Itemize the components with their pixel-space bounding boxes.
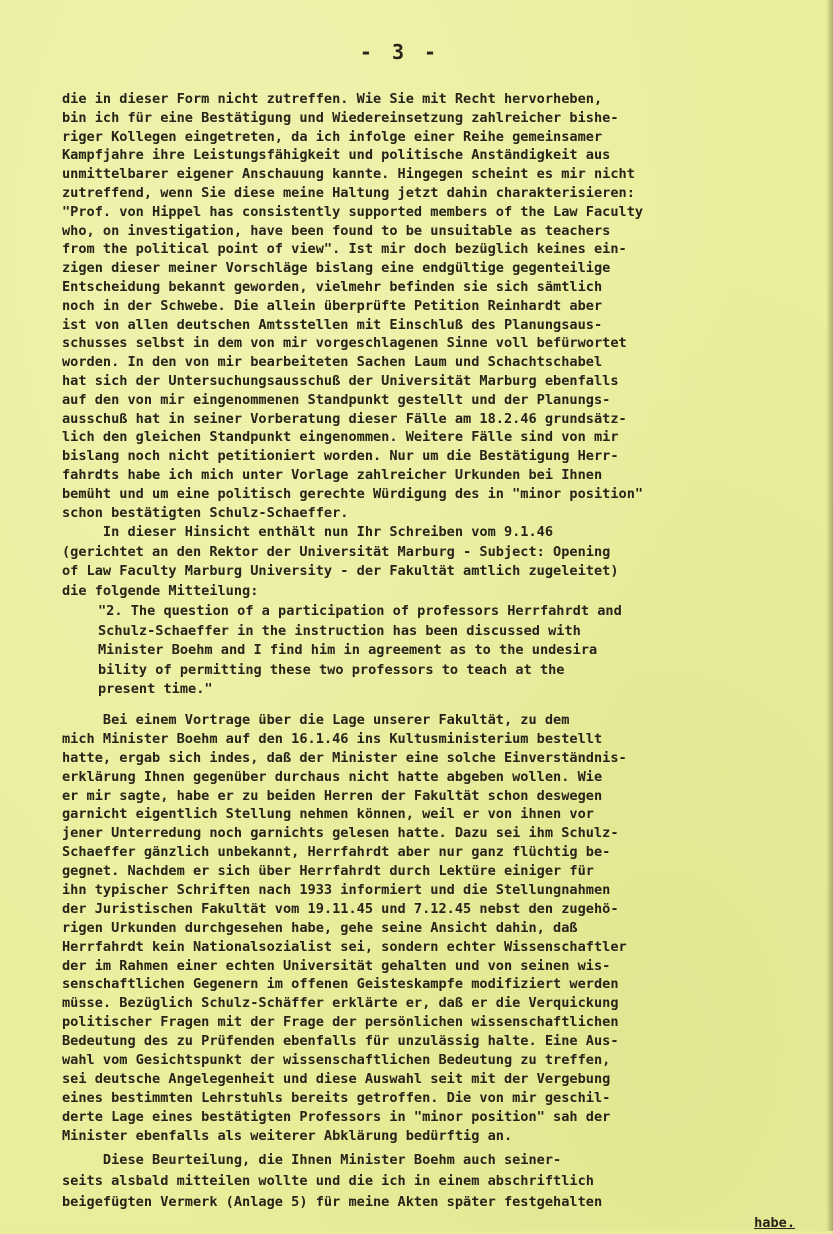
text-line: Minister Boehm and I find him in agreement as to the undesira (98, 642, 598, 658)
text-line: politischer Fragen mit der Frage der persönlichen wissenschaftlichen (62, 1014, 619, 1031)
text-line: In dieser Hinsicht enthält nun Ihr Schreiben vom 9.1.46 (62, 524, 554, 540)
text-line: schon bestätigten Schulz-Schaeffer. (62, 504, 349, 521)
paragraph-2 (62, 523, 619, 601)
text-line: present time." (98, 681, 213, 697)
text-line: der im Rahmen einer echten Universität gehalten und von seinen wis- (62, 957, 611, 974)
text-line: schusses selbst in dem von mir vorgeschlagenen Sinne voll befürwortet (62, 335, 627, 352)
text-line: hatte, ergab sich indes, daß der Minister eine solche Einverständnis- (62, 749, 627, 766)
text-line: zigen dieser meiner Vorschläge bislang eine endgültige gegenteilige (62, 260, 611, 277)
text-line: who, on investigation, have been found to be unsuitable as teachers (62, 222, 611, 239)
paragraph-1 (62, 90, 643, 522)
page-edge-shadow (826, 0, 833, 1231)
text-line: Bei einem Vortrage über die Lage unserer Fakultät, zu dem (62, 712, 570, 728)
text-line: gegnet. Nachdem er sich über Herrfahrdt durch Lektüre einiger für (62, 863, 594, 880)
text-line: zutreffend, wenn Sie diese meine Haltung jetzt dahin charakterisieren: (62, 184, 635, 201)
text-line: wahl vom Gesichtspunkt der wissenschaftlichen Bedeutung zu treffen, (62, 1052, 611, 1069)
text-line: eines bestimmten Lehrstuhls bereits getroffen. Die von mir geschil- (62, 1089, 611, 1106)
text-line: der Juristischen Fakultät vom 19.11.45 und 7.12.45 nebst den zugehö- (62, 900, 619, 917)
text-line: hat sich der Untersuchungsausschuß der Universität Marburg ebenfalls (62, 372, 619, 389)
text-line: ist von allen deutschen Amtsstellen mit Einschluß des Planungsaus- (62, 316, 603, 333)
text-line: of Law Faculty Marburg University - der Fakultät amtlich zugeleitet) (62, 563, 619, 579)
text-line: Schulz-Schaeffer in the instruction has been discussed with (98, 622, 581, 639)
text-line: rigen Urkunden durchgesehen habe, gehe seine Ansicht dahin, daß (62, 919, 578, 936)
paragraph-5 (62, 1150, 795, 1234)
text-line: garnicht eigentlich Stellung nehmen können, weil er von ihnen vor (62, 806, 594, 823)
text-line: senschaftlichen Gegenern im offenen Geisteskampfe modifiziert werden (62, 976, 619, 993)
text-line: Herrfahrdt kein Nationalsozialist sei, sondern echter Wissenschaftler (62, 938, 627, 955)
text-line: auf den von mir eingenommenen Standpunkt gestellt und der Planungs- (62, 391, 611, 408)
text-line: unmittelbarer eigener Anschauung kannte. Hingegen scheint es mir nicht (62, 166, 635, 183)
text-line: Entscheidung bekannt geworden, vielmehr befinden sie sich sämtlich (62, 278, 603, 295)
text-line: seits alsbald mitteilen wollte und die ich in einem abschriftlich (62, 1173, 594, 1189)
text-line: noch in der Schwebe. Die allein überprüfte Petition Reinhardt aber (62, 297, 603, 314)
text-line: jener Unterredung noch garnichts gelesen hatte. Dazu sei ihm Schulz- (62, 825, 619, 842)
quoted-passage (98, 602, 622, 700)
text-line: Kampfjahre ihre Leistungsfähigkeit und politische Anständigkeit aus (62, 147, 611, 164)
text-line: Minister ebenfalls als weiterer Abklärung bedürftig an. (62, 1127, 513, 1144)
text-line: beigefügten Vermerk (Anlage 5) für meine Akten später festgehalten (62, 1194, 603, 1210)
text-line: müsse. Bezüglich Schulz-Schäffer erklärte er, daß er die Verquickung (62, 995, 619, 1012)
text-line: die in dieser Form nicht zutreffen. Wie Sie mit Recht hervorheben, (62, 91, 603, 107)
paragraph-4 (62, 711, 627, 1145)
text-line: riger Kollegen eingetreten, da ich infolge einer Reihe gemeinsamer (62, 128, 603, 145)
text-line: mich Minister Boehm auf den 16.1.46 ins Kultusministerium bestellt (62, 730, 603, 747)
text-line: Bedeutung des zu Prüfenden ebenfalls für unzulässig halte. Eine Aus- (62, 1033, 619, 1050)
text-line: bemüht und um eine politisch gerechte Würdigung des in "minor position" (62, 485, 644, 502)
text-line: derte Lage eines bestätigten Professors in "minor position" sah der (62, 1108, 611, 1125)
text-line: worden. In den von mir bearbeiteten Sachen Laum und Schachtschabel (62, 354, 603, 371)
page-number: - 3 - (359, 40, 441, 64)
text-line: Schaeffer gänzlich unbekannt, Herrfahrdt aber nur ganz flüchtig be- (62, 844, 611, 861)
text-line: bility of permitting these two professors to teach at the (98, 661, 565, 678)
text-line: fahrdts habe ich mich unter Vorlage zahlreicher Urkunden bei Ihnen (62, 466, 603, 483)
text-line: "Prof. von Hippel has consistently supported members of the Law Faculty (62, 203, 644, 220)
text-line: "2. The question of a participation of professors Herrfahrdt and (98, 603, 622, 619)
text-line: from the political point of view". Ist mir doch bezüglich keines ein- (62, 241, 627, 258)
text-line: bislang noch nicht petitioniert worden. Nur um die Bestätigung Herr- (62, 448, 619, 465)
text-line: (gerichtet an den Rektor der Universität Marburg - Subject: Opening (62, 543, 611, 560)
text-line: ausschuß hat in seiner Vorberatung dieser Fälle am 18.2.46 grundsätz- (62, 410, 627, 427)
text-line: erklärung Ihnen gegenüber durchaus nicht hatte abgeben wollen. Wie (62, 768, 603, 785)
text-line: die folgende Mitteilung: (62, 582, 259, 599)
text-line: ihn typischer Schriften nach 1933 informiert und die Stellungnahmen (62, 882, 611, 899)
text-line: sei deutsche Angelegenheit und diese Auswahl seit mit der Vergebung (62, 1070, 611, 1087)
final-word: habe. (754, 1215, 795, 1231)
text-line: bin ich für eine Bestätigung und Wiedereinsetzung zahlreicher bishe- (62, 109, 619, 126)
text-line: Diese Beurteilung, die Ihnen Minister Boehm auch seiner- (62, 1152, 562, 1168)
text-line: lich den gleichen Standpunkt eingenommen. Weitere Fälle sind von mir (62, 429, 619, 446)
text-line: er mir sagte, habe er zu beiden Herren der Fakultät schon deswegen (62, 787, 603, 804)
